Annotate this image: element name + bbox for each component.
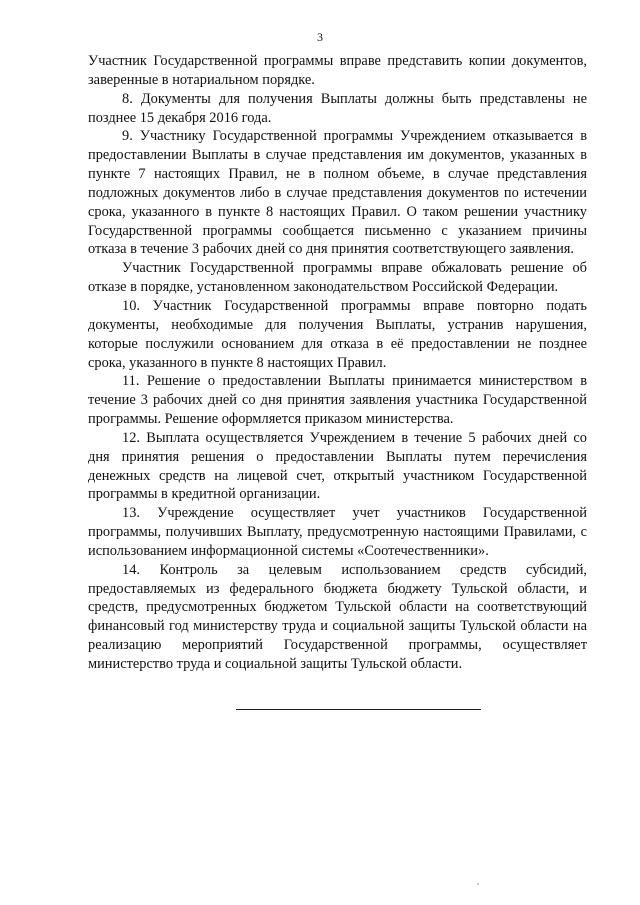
scan-speck [477, 883, 479, 885]
page-number: 3 [317, 30, 323, 44]
paragraph-item-8: 8. Документы для получения Выплаты должны быть представлены не позднее 15 декабря 2016 года. [88, 90, 587, 126]
paragraph-item-9: 9. Участнику Государственной программы Учреждением отказывается в предоставлении Выплаты в случае представления им документов, указанных в пункте 7 настоящих Правил, не в полном объеме, в случае представления подложных документов либо в случае представления документов по истечении срока, указанного в пункте 8 настоящих Правил. О таком решении участнику Государственной программы сообщается письменно с указанием причины отказа в течение 3 рабочих дней со дня принятия соответствующего заявления. [88, 128, 587, 258]
paragraph-item-12: 12. Выплата осуществляется Учреждением в течение 5 рабочих дней со дня принятия решения о предоставлении Выплаты путем перечисления денежных средств на лицевой счет, открытый участником Государственной программы в кредитной организации. [88, 429, 587, 503]
paragraph-item-10: 10. Участник Государственной программы вправе повторно подать документы, необходимые для получения Выплаты, устранив нарушения, которые послужили основанием для отказа в её предоставлении не позднее срока, указанного в пункте 8 настоящих Правил. [88, 297, 587, 371]
end-of-document-rule [236, 709, 481, 710]
paragraph-item-13: 13. Учреждение осуществляет учет участников Государственной программы, получивших Выплату, предусмотренную настоящими Правилами, с использованием информационной системы «Соотечественники». [88, 505, 587, 559]
document-body [88, 52, 587, 674]
paragraph-item-14: 14. Контроль за целевым использованием средств субсидий, предоставляемых из федерального бюджета бюджету Тульской области, и средств, предусмотренных бюджетом Тульской области на соответствующий финансовый год министерству труда и социальной защиты Тульской области на реализацию мероприятий Государственной программы, осуществляет министерство труда и социальной защиты Тульской области. [88, 561, 587, 672]
paragraph-continuation: Участник Государственной программы вправе представить копии документов, заверенные в нотариальном порядке. [88, 53, 587, 88]
paragraph-appeal: Участник Государственной программы вправе обжаловать решение об отказе в порядке, установленном законодательством Российской Федерации. [88, 260, 587, 296]
paragraph-item-11: 11. Решение о предоставлении Выплаты принимается министерством в течение 3 рабочих дней со дня принятия заявления участника Государственной программы. Решение оформляется приказом министерства. [88, 373, 587, 428]
